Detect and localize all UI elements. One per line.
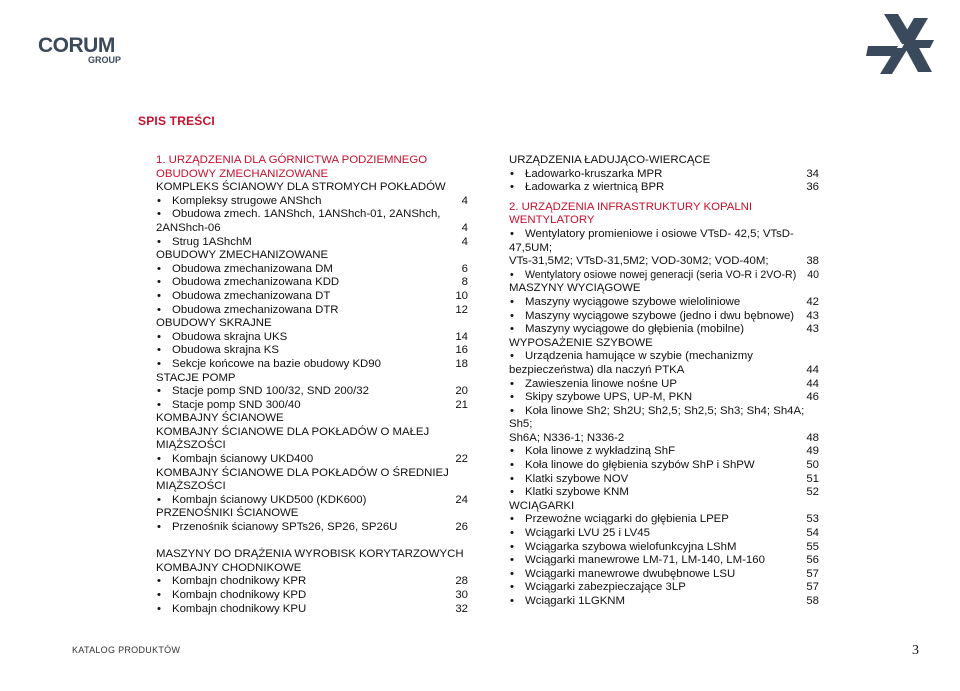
toc-entry bbox=[509, 527, 819, 541]
toc-entry-text: • Obudowa zmechanizowana KDD bbox=[156, 276, 339, 290]
toc-entry-page: 56 bbox=[806, 554, 819, 567]
toc-entry bbox=[156, 467, 468, 481]
toc-entry-text: 2. URZĄDZENIA INFRASTRUKTURY KOPALNI bbox=[509, 200, 753, 213]
toc-right-column bbox=[509, 154, 819, 609]
toc-entry-page: 16 bbox=[455, 344, 468, 357]
toc-entry-text: • Wentylatory osiowe nowej generacji (seria VO-R i 2VO-R) bbox=[509, 269, 796, 283]
toc-entry bbox=[156, 494, 468, 508]
toc-entry bbox=[156, 548, 468, 562]
toc-entry-text: • Obudowa zmechanizowana DTR bbox=[156, 304, 339, 318]
toc-entry-text: URZĄDZENIA ŁADUJĄCO-WIERCĄCE bbox=[509, 154, 711, 166]
toc-entry-text: • Skipy szybowe UPS, UP-M, PKN bbox=[509, 391, 692, 405]
footer-catalog-label: KATALOG PRODUKTÓW bbox=[72, 645, 181, 655]
toc-entry-text: • Wciągarki manewrowe dwubębnowe LSU bbox=[509, 568, 735, 582]
toc-entry-text: • Maszyny wyciągowe szybowe (jedno i dwu bębnowe) bbox=[509, 310, 794, 324]
toc-entry-text: • Wentylatory promieniowe i osiowe VTsD- 42,5; VTsD- bbox=[509, 228, 794, 242]
toc-entry-text: bezpieczeństwa) dla naczyń PTKA bbox=[509, 363, 685, 376]
toc-entry bbox=[156, 236, 468, 250]
toc-entry-text: • Koła linowe do głębienia szybów ShP i ShPW bbox=[509, 459, 755, 473]
toc-entry bbox=[509, 242, 819, 256]
toc-entry-page: 52 bbox=[806, 486, 819, 499]
svg-text:GROUP: GROUP bbox=[88, 55, 122, 65]
toc-entry bbox=[156, 562, 468, 576]
svg-text:CORUM: CORUM bbox=[38, 34, 115, 57]
toc-entry bbox=[509, 296, 819, 310]
toc-entry-text: Sh5; bbox=[509, 418, 533, 431]
toc-entry bbox=[509, 568, 819, 582]
corum-group-logo bbox=[38, 34, 128, 68]
toc-entry bbox=[509, 310, 819, 324]
toc-entry-text: OBUDOWY SKRAJNE bbox=[156, 317, 272, 330]
toc-entry-page: 42 bbox=[806, 295, 819, 308]
toc-entry bbox=[509, 323, 819, 337]
star-emblem-icon bbox=[866, 14, 934, 76]
toc-entry-page: 12 bbox=[455, 303, 468, 316]
toc-entry-text: • Obudowa skrajna KS bbox=[156, 344, 279, 358]
toc-entry bbox=[509, 418, 819, 432]
toc-entry bbox=[509, 486, 819, 500]
toc-entry-page: 57 bbox=[806, 567, 819, 580]
toc-entry-page: 44 bbox=[806, 363, 819, 376]
toc-entry-text: WENTYLATORY bbox=[509, 214, 595, 227]
toc-entry-text: • Przenośnik ścianowy SPTs26, SP26, SP26U bbox=[156, 521, 397, 535]
toc-entry-text: OBUDOWY ZMECHANIZOWANE bbox=[156, 167, 329, 180]
toc-entry-text: • Strug 1AShchM bbox=[156, 236, 252, 250]
toc-entry-text: KOMBAJNY ŚCIANOWE DLA POKŁADÓW O ŚREDNIEJ bbox=[156, 466, 449, 479]
toc-entry bbox=[509, 541, 819, 555]
toc-entry-page: 32 bbox=[455, 602, 468, 615]
toc-entry bbox=[509, 154, 819, 168]
toc-entry-page: 30 bbox=[455, 589, 468, 601]
toc-entry-text: • Wciągarki manewrowe LM-71, LM-140, LM-160 bbox=[509, 554, 765, 568]
toc-entry bbox=[509, 473, 819, 487]
toc-entry bbox=[156, 507, 468, 521]
toc-entry-page: 22 bbox=[455, 453, 468, 466]
toc-entry-text: WCIĄGARKI bbox=[509, 499, 575, 512]
toc-entry-page: 18 bbox=[455, 357, 468, 370]
toc-entry-text: • Maszyny wyciągowe do głębienia (mobilne) bbox=[509, 323, 744, 337]
toc-entry-text: • Ładowarka z wiertnicą BPR bbox=[509, 181, 664, 195]
toc-entry bbox=[509, 269, 819, 283]
toc-entry-text: MASZYNY WYCIĄGOWE bbox=[509, 282, 641, 295]
toc-entry bbox=[156, 480, 468, 494]
toc-entry-text: • Koła linowe Sh2; Sh2U; Sh2,5; Sh2,5; Sh3; Sh4; Sh4A; bbox=[509, 405, 804, 419]
toc-entry-text: MIĄŻSZOŚCI bbox=[156, 480, 226, 493]
toc-entry bbox=[156, 344, 468, 358]
toc-entry-text: STACJE POMP bbox=[156, 371, 236, 384]
toc-entry-page: 4 bbox=[461, 235, 468, 248]
toc-entry-text: PRZENOŚNIKI ŚCIANOWE bbox=[156, 507, 299, 520]
toc-entry bbox=[509, 201, 819, 215]
toc-entry bbox=[509, 595, 819, 609]
toc-entry-text: • Kombajn chodnikowy KPD bbox=[156, 589, 306, 603]
toc-entry bbox=[156, 426, 468, 440]
toc-entry bbox=[156, 317, 468, 331]
toc-entry-text: • Klatki szybowe KNM bbox=[509, 486, 629, 500]
toc-entry-page: 58 bbox=[806, 595, 819, 607]
toc-entry-text: • Wciągarki 1LGKNM bbox=[509, 595, 625, 609]
toc-entry-page: 57 bbox=[806, 581, 819, 594]
toc-entry-page: 48 bbox=[806, 431, 819, 444]
toc-entry bbox=[509, 255, 819, 269]
toc-entry-page: 4 bbox=[461, 221, 468, 234]
toc-entry-text: 47,5UM; bbox=[509, 241, 553, 254]
toc-entry-page: 44 bbox=[806, 377, 819, 390]
toc-entry-text: • Zawieszenia linowe nośne UP bbox=[509, 378, 677, 392]
toc-entry bbox=[156, 603, 468, 617]
toc-entry bbox=[509, 391, 819, 405]
toc-entry-page: 38 bbox=[806, 255, 819, 268]
toc-entry-text: • Wciągarka szybowa wielofunkcyjna LShM bbox=[509, 541, 736, 555]
toc-entry-text: KOMBAJNY CHODNIKOWE bbox=[156, 561, 302, 574]
toc-entry-text: MASZYNY DO DRĄŻENIA WYROBISK KORYTARZOWYCH bbox=[156, 548, 464, 561]
toc-entry bbox=[156, 412, 468, 426]
toc-entry-text: MIĄŻSZOŚCI bbox=[156, 439, 226, 452]
toc-entry bbox=[156, 439, 468, 453]
toc-entry bbox=[156, 290, 468, 304]
toc-entry-text: • Obudowa zmech. 1ANShch, 1ANShch-01, 2ANShch, bbox=[156, 208, 440, 222]
toc-entry-text: Sh6A; N336-1; N336-2 bbox=[509, 431, 625, 444]
toc-entry bbox=[156, 453, 468, 467]
toc-entry bbox=[156, 276, 468, 290]
toc-entry bbox=[156, 372, 468, 386]
toc-entry bbox=[156, 222, 468, 236]
toc-entry bbox=[509, 459, 819, 473]
toc-entry bbox=[509, 282, 819, 296]
toc-entry bbox=[156, 304, 468, 318]
toc-entry bbox=[509, 228, 819, 242]
toc-entry-text: • Koła linowe z wykładziną ShF bbox=[509, 445, 675, 459]
toc-entry-text: KOMBAJNY ŚCIANOWE bbox=[156, 412, 284, 425]
toc-entry-page: 55 bbox=[806, 540, 819, 553]
toc-entry bbox=[156, 208, 468, 222]
toc-entry-text: • Kombajn chodnikowy KPU bbox=[156, 603, 306, 617]
toc-entry-text: 2ANShch-06 bbox=[156, 221, 221, 234]
toc-entry-text: OBUDOWY ZMECHANIZOWANE bbox=[156, 249, 329, 262]
toc-entry-page: 50 bbox=[806, 459, 819, 472]
toc-entry-page: 40 bbox=[807, 268, 819, 281]
toc-entry bbox=[509, 364, 819, 378]
toc-entry bbox=[509, 214, 819, 228]
toc-entry bbox=[156, 575, 468, 589]
toc-entry bbox=[156, 521, 468, 535]
toc-entry bbox=[156, 195, 468, 209]
toc-entry-page: 20 bbox=[455, 385, 468, 398]
toc-entry bbox=[509, 500, 819, 514]
toc-entry-page: 21 bbox=[455, 398, 468, 411]
toc-entry bbox=[156, 358, 468, 372]
toc-entry bbox=[156, 589, 468, 603]
toc-entry-text: • Maszyny wyciągowe szybowe wieloliniowe bbox=[509, 296, 740, 310]
toc-entry bbox=[156, 154, 468, 168]
toc-entry-page: 43 bbox=[806, 309, 819, 322]
toc-entry bbox=[509, 350, 819, 364]
toc-entry bbox=[509, 337, 819, 351]
toc-entry-text: • Obudowa zmechanizowana DT bbox=[156, 290, 330, 304]
toc-entry-text: • Stacje pomp SND 100/32, SND 200/32 bbox=[156, 385, 369, 399]
toc-entry-text: KOMBAJNY ŚCIANOWE DLA POKŁADÓW O MAŁEJ bbox=[156, 425, 430, 438]
toc-entry-text: KOMPLEKS ŚCIANOWY DLA STROMYCH POKŁADÓW bbox=[156, 181, 446, 194]
toc-entry-page: 53 bbox=[806, 513, 819, 526]
toc-entry-page: 28 bbox=[455, 575, 468, 588]
toc-entry bbox=[509, 581, 819, 595]
toc-left-column bbox=[156, 154, 468, 616]
toc-entry bbox=[156, 385, 468, 399]
toc-entry bbox=[509, 181, 819, 195]
toc-entry bbox=[156, 331, 468, 345]
toc-entry-text: • Kompleksy strugowe ANShch bbox=[156, 195, 321, 209]
toc-entry bbox=[156, 249, 468, 263]
toc-entry bbox=[509, 405, 819, 419]
toc-entry bbox=[156, 399, 468, 413]
toc-entry bbox=[156, 263, 468, 277]
toc-entry-text: VTs-31,5M2; VTsD-31,5M2; VOD-30M2; VOD-40M; bbox=[509, 255, 769, 268]
footer-page-number: 3 bbox=[912, 643, 919, 658]
toc-entry-page: 34 bbox=[806, 167, 819, 180]
toc-entry bbox=[509, 168, 819, 182]
toc-entry bbox=[156, 181, 468, 195]
toc-entry-page: 6 bbox=[461, 262, 468, 275]
toc-entry-page: 43 bbox=[806, 323, 819, 336]
toc-entry-text: • Kombajn ścianowy UKD500 (KDK600) bbox=[156, 494, 366, 508]
toc-entry bbox=[509, 445, 819, 459]
toc-entry-text: • Przewoźne wciągarki do głębienia LPEP bbox=[509, 513, 729, 527]
toc-entry-page: 51 bbox=[806, 472, 819, 485]
toc-entry bbox=[509, 378, 819, 392]
toc-entry-page: 10 bbox=[455, 289, 468, 302]
toc-entry-page: 4 bbox=[461, 194, 468, 207]
toc-entry-text: • Urządzenia hamujące w szybie (mechanizmy bbox=[509, 350, 753, 364]
toc-entry-page: 36 bbox=[806, 181, 819, 194]
toc-entry-text: • Klatki szybowe NOV bbox=[509, 473, 628, 487]
table-of-contents-title: SPIS TREŚCI bbox=[138, 114, 215, 128]
toc-entry-text: • Ładowarko-kruszarka MPR bbox=[509, 168, 662, 182]
toc-entry-page: 26 bbox=[455, 521, 468, 534]
toc-entry bbox=[509, 432, 819, 446]
toc-entry-text: • Obudowa zmechanizowana DM bbox=[156, 263, 333, 277]
toc-entry-page: 24 bbox=[455, 493, 468, 506]
toc-entry-page: 8 bbox=[461, 276, 468, 289]
toc-entry bbox=[156, 168, 468, 182]
toc-entry bbox=[509, 554, 819, 568]
toc-entry-page: 14 bbox=[455, 330, 468, 343]
toc-entry-page: 46 bbox=[806, 391, 819, 404]
toc-entry-text: • Wciągarki LVU 25 i LV45 bbox=[509, 527, 650, 541]
toc-entry-text: 1. URZĄDZENIA DLA GÓRNICTWA PODZIEMNEGO bbox=[156, 154, 428, 166]
toc-entry-text: • Sekcje końcowe na bazie obudowy KD90 bbox=[156, 358, 381, 372]
toc-entry-text: • Kombajn ścianowy UKD400 bbox=[156, 453, 313, 467]
toc-entry-text: WYPOSAŻENIE SZYBOWE bbox=[509, 336, 653, 349]
toc-entry-text: • Stacje pomp SND 300/40 bbox=[156, 399, 301, 413]
toc-entry-page: 49 bbox=[806, 445, 819, 458]
toc-entry bbox=[509, 513, 819, 527]
toc-entry-page: 54 bbox=[806, 527, 819, 540]
toc-entry-text: • Kombajn chodnikowy KPR bbox=[156, 575, 306, 589]
toc-entry-text: • Obudowa skrajna UKS bbox=[156, 331, 287, 345]
toc-entry-text: • Wciągarki zabezpieczające 3LP bbox=[509, 581, 686, 595]
